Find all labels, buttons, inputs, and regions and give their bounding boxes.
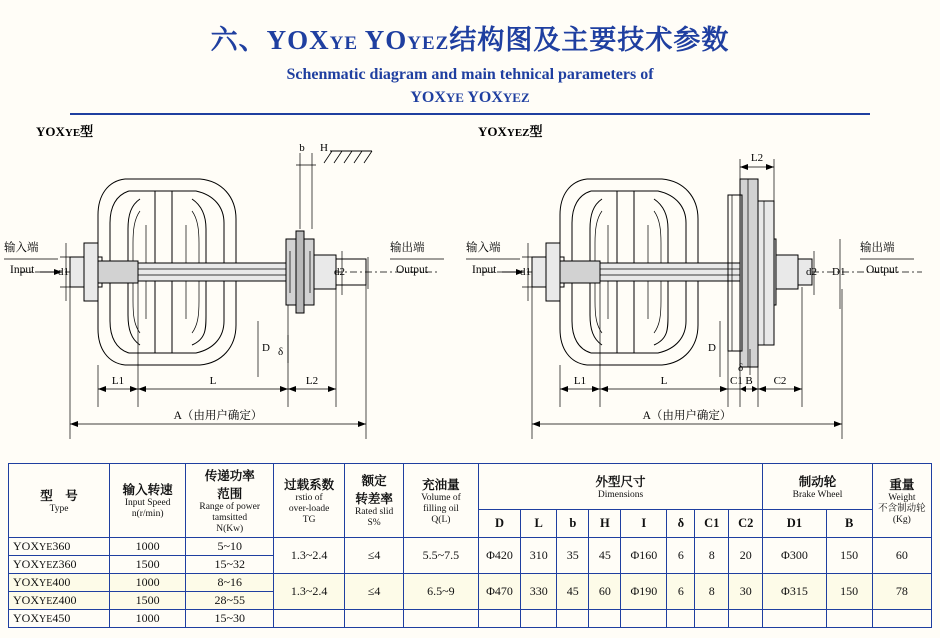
th-dimensions — [478, 464, 762, 510]
cell-power: 5~10 — [186, 537, 274, 555]
page-subtitle — [0, 63, 940, 109]
right-output-cn: 输出端 — [860, 242, 895, 255]
cell-brake-B: 150 — [826, 537, 872, 573]
cell-speed: 1000 — [110, 537, 186, 555]
right-figure-label — [478, 121, 543, 140]
right-dim-C1-label: C1 — [730, 375, 743, 388]
th-dim-L: L — [521, 510, 557, 537]
table-head — [9, 464, 932, 538]
th-speed-cn: 输入转速 — [122, 483, 173, 498]
figures-area — [0, 115, 940, 445]
right-output-en: Output — [866, 264, 898, 277]
th-weight-cn: 重量 — [889, 478, 915, 492]
th-power — [186, 464, 274, 538]
cell-weight: 78 — [872, 573, 931, 609]
type-pre: YOX — [13, 610, 39, 625]
th-dimensions-cn: 外型尺寸 — [595, 475, 646, 490]
cell-slid: ≤4 — [345, 573, 404, 609]
left-label-post: 型 — [80, 124, 94, 140]
right-dim-L1-label: L1 — [573, 375, 587, 388]
subtitle-sub2: YEZ — [502, 90, 530, 106]
th-power-en: Range of power tamsitted N(Kw) — [199, 502, 261, 534]
type-post: 360 — [58, 556, 77, 571]
cell-dim-b — [557, 609, 589, 627]
cell-dim-delta — [667, 609, 695, 627]
left-dim-d1 — [58, 243, 69, 301]
cell-dim-L — [521, 609, 557, 627]
left-figure-label — [36, 121, 93, 140]
left-input-label — [4, 240, 62, 276]
cell-type — [9, 555, 110, 573]
th-brake — [763, 464, 872, 510]
th-speed-en: Input Speed n(r/min) — [124, 498, 171, 520]
left-dim-D-label: D — [262, 342, 270, 355]
title-main-sub1: YE — [329, 33, 359, 54]
title-block — [0, 0, 940, 115]
page-title — [0, 18, 940, 57]
left-coupling-drawing — [0, 139, 460, 439]
cell-dim-b: 35 — [557, 537, 589, 573]
right-input-cn: 输入端 — [466, 242, 501, 255]
right-input-shaft — [522, 243, 600, 301]
cell-speed: 1000 — [110, 609, 186, 627]
th-dimensions-en: Dimensions — [597, 490, 644, 501]
th-dim-C1: C1 — [695, 510, 729, 537]
cell-dim-I: Φ160 — [621, 537, 667, 573]
subtitle-line-1: Schenmatic diagram and main tehnical parameters of — [286, 66, 654, 83]
right-dim-C2-label: C2 — [773, 375, 787, 388]
cell-overload — [274, 609, 345, 627]
cell-dim-delta: 6 — [667, 537, 695, 573]
left-dim-delta-label: δ — [278, 346, 284, 359]
right-input-label — [466, 240, 524, 276]
cell-brake-D1: Φ300 — [763, 537, 826, 573]
right-span-note: A（由用户确定） — [642, 410, 732, 423]
cell-weight — [872, 609, 931, 627]
cell-power: 8~16 — [186, 573, 274, 591]
type-sub: YEZ — [39, 559, 59, 571]
left-dim-L1-label: L1 — [111, 375, 125, 388]
cell-speed: 1000 — [110, 573, 186, 591]
left-wall-hatch — [324, 151, 372, 163]
th-brake-cn: 制动轮 — [798, 475, 837, 490]
cell-brake-D1 — [763, 609, 826, 627]
left-dim-d1-label: d1 — [58, 266, 69, 279]
cell-dim-D: Φ470 — [478, 573, 520, 609]
type-sub: YE — [39, 577, 53, 589]
type-sub: YEZ — [39, 595, 59, 607]
type-pre: YOX — [13, 538, 39, 553]
cell-dim-H: 60 — [589, 573, 621, 609]
right-output-label — [860, 240, 914, 276]
th-overload — [274, 464, 345, 538]
cell-overload: 1.3~2.4 — [274, 537, 345, 573]
cell-slid — [345, 609, 404, 627]
th-dim-C2: C2 — [729, 510, 763, 537]
type-post: 450 — [52, 610, 71, 625]
type-sub: YE — [39, 541, 53, 553]
right-dim-D1-label: D1 — [832, 266, 846, 279]
th-dim-H: H — [589, 510, 621, 537]
title-main-suffix: 结构图及主要技术参数 — [449, 25, 730, 55]
left-input-cn: 输入端 — [4, 242, 39, 255]
th-slid-cn: 额定 转差率 — [355, 474, 393, 507]
th-oil-en: Volume of filling oil Q(L) — [421, 493, 461, 525]
cell-brake-B: 150 — [826, 573, 872, 609]
left-dim-L2-label: L2 — [305, 375, 319, 388]
cell-dim-I: Φ190 — [621, 573, 667, 609]
parameters-table — [8, 463, 932, 628]
cell-oil — [404, 609, 479, 627]
table-body — [9, 537, 932, 627]
cell-overload: 1.3~2.4 — [274, 573, 345, 609]
cell-dim-L: 310 — [521, 537, 557, 573]
left-dim-delta — [278, 335, 288, 363]
cell-type — [9, 537, 110, 555]
cell-dim-C2: 30 — [729, 573, 763, 609]
table-row[interactable] — [9, 537, 932, 555]
right-dim-d2 — [806, 251, 817, 295]
left-dim-D — [258, 321, 270, 377]
type-post: 400 — [58, 592, 77, 607]
cell-dim-D — [478, 609, 520, 627]
cell-power: 28~55 — [186, 591, 274, 609]
th-slid — [345, 464, 404, 538]
left-dim-b-label: b — [299, 142, 305, 155]
right-label-sub: YEZ — [506, 127, 530, 140]
right-dim-D-label: D — [708, 342, 716, 355]
right-dim-D — [708, 321, 720, 377]
right-dim-B-label: B — [745, 375, 753, 388]
right-label-pre: YOX — [478, 124, 507, 140]
cell-brake-B — [826, 609, 872, 627]
cell-dim-delta: 6 — [667, 573, 695, 609]
th-oil-cn: 充油量 — [422, 478, 460, 492]
cell-power: 15~32 — [186, 555, 274, 573]
type-pre: YOX — [13, 556, 39, 571]
subtitle-mid: YOX — [463, 89, 503, 107]
table-row[interactable] — [9, 573, 932, 591]
left-label-pre: YOX — [36, 124, 65, 140]
cell-slid: ≤4 — [345, 537, 404, 573]
th-weight — [872, 464, 931, 538]
cell-dim-C2 — [729, 609, 763, 627]
cell-brake-D1: Φ315 — [763, 573, 826, 609]
th-slid-en: Rated slid S% — [354, 507, 394, 529]
right-brake-wheel — [728, 179, 812, 367]
left-dim-L-label: L — [209, 375, 217, 388]
cell-dim-C1: 8 — [695, 537, 729, 573]
right-dim-d1 — [520, 243, 531, 301]
cell-weight: 60 — [872, 537, 931, 573]
cell-speed: 1500 — [110, 555, 186, 573]
cell-oil: 6.5~9 — [404, 573, 479, 609]
left-dim-d2-label: d2 — [334, 266, 345, 279]
cell-type — [9, 591, 110, 609]
cell-dim-C1 — [695, 609, 729, 627]
right-dim-L2-label: L2 — [750, 152, 764, 165]
left-input-shaft — [60, 243, 138, 301]
th-oil — [404, 464, 479, 538]
cell-dim-b: 45 — [557, 573, 589, 609]
title-main-prefix: 六、YOX — [210, 25, 330, 55]
subtitle-pre: YOX — [410, 89, 446, 107]
cell-oil: 5.5~7.5 — [404, 537, 479, 573]
table-row[interactable] — [9, 609, 932, 627]
left-output-en: Output — [396, 264, 428, 277]
title-main-mid: YO — [358, 25, 408, 55]
type-pre: YOX — [13, 592, 39, 607]
type-pre: YOX — [13, 574, 39, 589]
cell-dim-L: 330 — [521, 573, 557, 609]
left-input-en: Input — [10, 264, 35, 277]
cell-dim-C2: 20 — [729, 537, 763, 573]
title-main-sub2: YEZ — [407, 33, 450, 54]
th-weight-en: Weight 不含制动轮 (Kg) — [878, 493, 926, 525]
cell-dim-H: 45 — [589, 537, 621, 573]
cell-dim-C1: 8 — [695, 573, 729, 609]
left-dim-H-label: H — [320, 142, 328, 155]
right-dim-d1-label: d1 — [520, 266, 531, 279]
th-brake-en: Brake Wheel — [792, 490, 843, 501]
right-dim-D1 — [832, 239, 845, 309]
right-dim-chain — [532, 279, 842, 439]
cell-speed: 1500 — [110, 591, 186, 609]
th-overload-cn: 过载系数 — [284, 478, 335, 492]
type-post: 400 — [52, 574, 71, 589]
cell-power: 15~30 — [186, 609, 274, 627]
cell-type — [9, 609, 110, 627]
left-dim-b-H — [296, 142, 328, 229]
cell-dim-D: Φ420 — [478, 537, 520, 573]
th-overload-en: rstio of over-loade TG — [288, 493, 330, 525]
right-dim-d2-label: d2 — [806, 266, 817, 279]
subtitle-sub1: YE — [445, 90, 464, 106]
left-output-cn: 输出端 — [390, 242, 425, 255]
right-coupling-drawing — [462, 139, 932, 439]
th-type-en: Type — [49, 503, 69, 514]
left-center-shaft — [138, 263, 288, 281]
left-label-sub: YE — [64, 127, 81, 140]
right-label-post: 型 — [529, 124, 543, 140]
type-sub: YE — [39, 613, 53, 625]
cell-dim-H — [589, 609, 621, 627]
th-type — [9, 464, 110, 538]
subtitle-line-2 — [0, 86, 940, 109]
th-dim-delta: δ — [667, 510, 695, 537]
left-span-note: A（由用户确定） — [173, 410, 263, 423]
right-input-en: Input — [472, 264, 497, 277]
th-dim-D: D — [478, 510, 520, 537]
right-dim-L-label: L — [660, 375, 668, 388]
th-dim-I: I — [621, 510, 667, 537]
parameters-table-wrap — [8, 463, 932, 628]
th-brake-D1: D1 — [763, 510, 826, 537]
cell-dim-I — [621, 609, 667, 627]
left-output-label — [390, 240, 444, 276]
th-power-cn: 传递功率 范围 — [204, 469, 255, 501]
th-type-cn: 型 号 — [40, 488, 78, 503]
th-speed — [110, 464, 186, 538]
th-brake-B: B — [826, 510, 872, 537]
right-dim-delta-label: δ — [738, 362, 744, 375]
type-post: 360 — [52, 538, 71, 553]
header-row-1 — [9, 464, 932, 510]
cell-type — [9, 573, 110, 591]
th-dim-b: b — [557, 510, 589, 537]
